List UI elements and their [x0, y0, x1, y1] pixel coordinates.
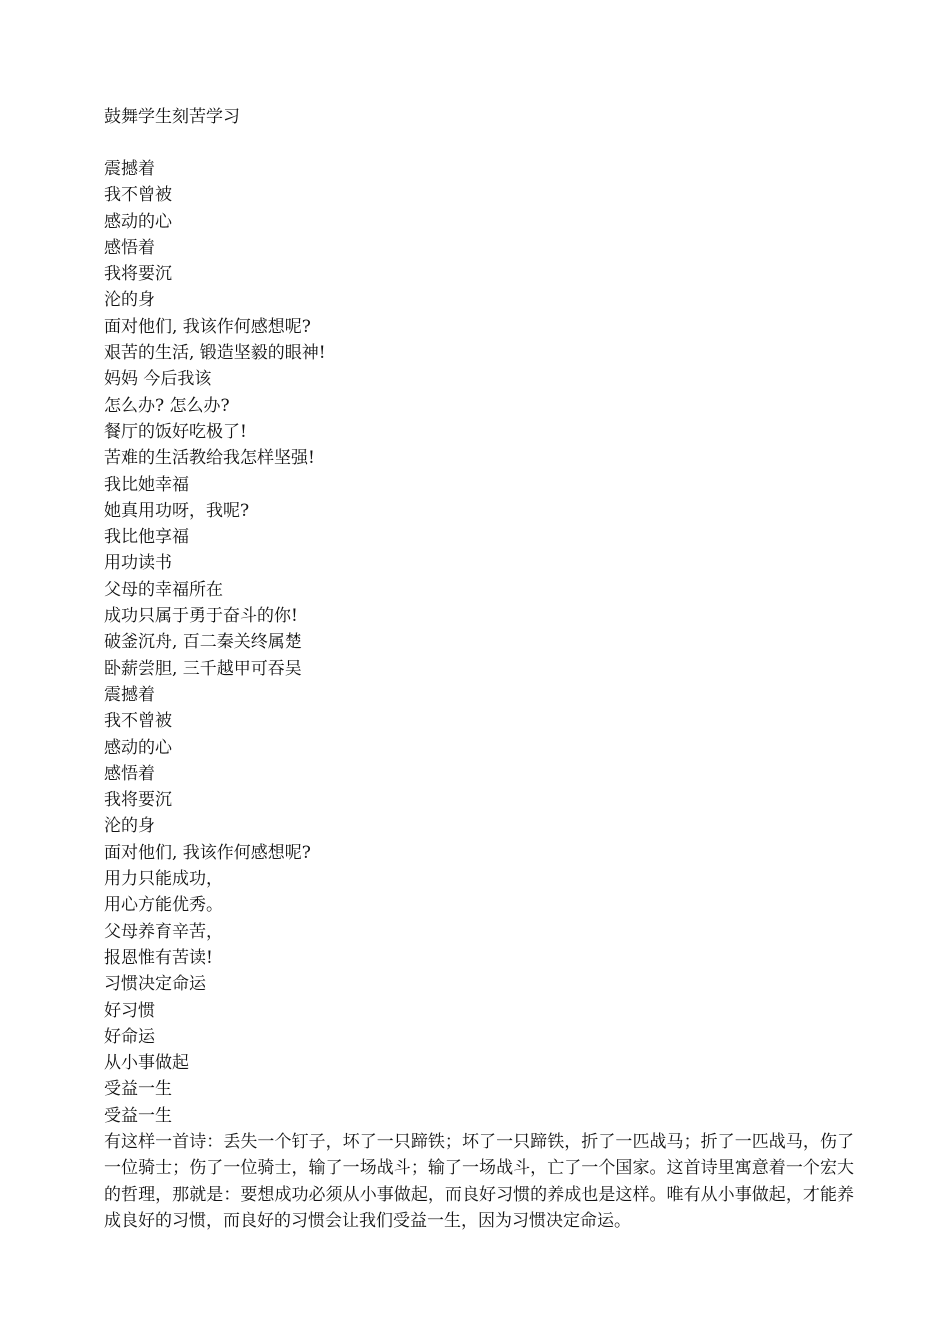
poem-line: 用功读书 [104, 553, 172, 574]
poem-line: 用心方能优秀。 [104, 895, 223, 916]
poem-line: 苦难的生活教给我怎样坚强! [104, 448, 315, 469]
poem-line: 用力只能成功， [104, 869, 223, 890]
document-title: 鼓舞学生刻苦学习 [104, 107, 240, 127]
poem-line: 怎么办? 怎么办? [104, 395, 230, 416]
poem-line: 报恩惟有苦读! [104, 947, 213, 968]
poem-line: 破釜沉舟, 百二秦关终属楚 [104, 632, 302, 653]
poem-line: 我比她幸福 [104, 474, 189, 495]
poem-line: 父母的幸福所在 [104, 579, 223, 600]
poem-line: 我不曾被 [104, 185, 172, 206]
poem-line: 父母养育辛苦， [104, 921, 223, 942]
poem-line: 震撼着 [104, 684, 155, 705]
poem-line: 感动的心 [104, 211, 172, 232]
poem-line: 我不曾被 [104, 711, 172, 732]
poem-line: 我将要沉 [104, 790, 172, 811]
poem-line: 沦的身 [104, 816, 155, 837]
poem-line: 沦的身 [104, 290, 155, 311]
poem-line: 从小事做起 [104, 1053, 189, 1074]
poem-line: 受益一生 [104, 1079, 172, 1100]
poem-line: 习惯决定命运 [104, 974, 206, 995]
poem-line: 我将要沉 [104, 264, 172, 285]
poem-line: 感悟着 [104, 237, 155, 258]
poem-line: 她真用功呀，我呢? [104, 500, 250, 521]
document-page [104, 104, 854, 1234]
poem-line: 感动的心 [104, 737, 172, 758]
poem-line: 我比他享福 [104, 527, 189, 548]
poem-lines [104, 156, 854, 1129]
poem-line: 成功只属于勇于奋斗的你! [104, 606, 298, 627]
poem-line: 面对他们, 我该作何感想呢? [104, 842, 311, 863]
poem-line: 好习惯 [104, 1000, 155, 1021]
poem-line: 艰苦的生活, 锻造坚毅的眼神! [104, 343, 326, 364]
poem-line: 感悟着 [104, 763, 155, 784]
poem-line: 面对他们, 我该作何感想呢? [104, 316, 311, 337]
poem-line: 好命运 [104, 1026, 155, 1047]
poem-line: 餐厅的饭好吃极了! [104, 421, 247, 442]
poem-line: 卧薪尝胆, 三千越甲可吞吴 [104, 658, 302, 679]
closing-paragraph: 有这样一首诗：丢失一个钉子，坏了一只蹄铁；坏了一只蹄铁，折了一匹战马；折了一匹战马，伤了一位骑士；伤了一位骑士，输了一场战斗；输了一场战斗，亡了一个国家。这首诗里寓意着一个宏大的哲理，那就是：要想成功必须从小事做起，而良好习惯的养成也是这样。唯有从小事做起，才能养成良好的习惯，而良好的习惯会让我们受益一生，因为习惯决定命运。 [104, 1131, 854, 1231]
poem-line: 妈妈 今后我该 [104, 369, 212, 390]
poem-line: 受益一生 [104, 1105, 172, 1126]
poem-line: 震撼着 [104, 159, 155, 179]
